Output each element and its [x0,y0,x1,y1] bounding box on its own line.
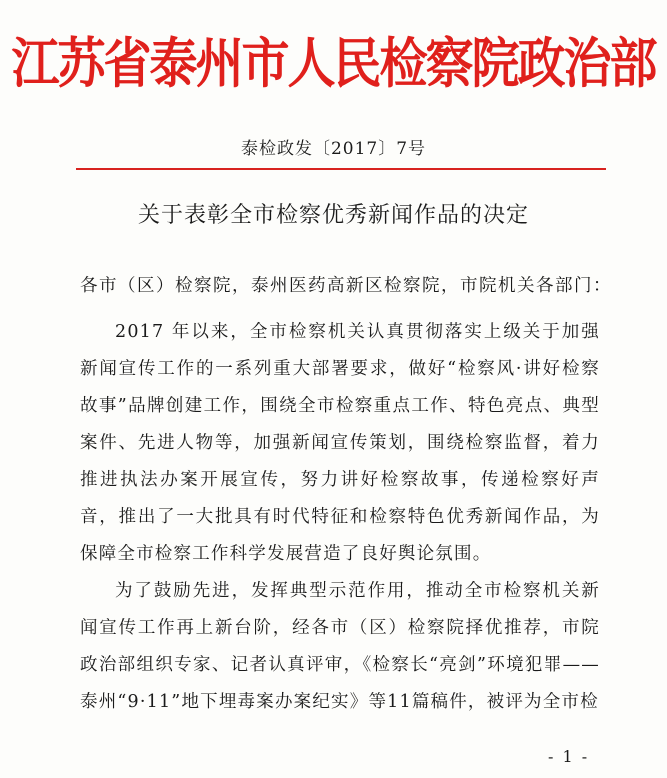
document-number: 泰检政发〔2017〕7号 [240,139,427,159]
body-paragraph: 2017 年以来，全市检察机关认真贯彻落实上级关于加强新闻宣传工作的一系列重大部署要求，做好“检察风·讲好检察故事”品牌创建工作，围绕全市检察重点工作、特色亮点、典型案件、先进人物等，加强新闻宣传策划，围绕检察监督，着力推进执法办案开展宣传，努力讲好检察故事，传递检察好声音，推出了一大批具有时代特征和检察特色优秀新闻作品，为保障全市检察工作科学发展营造了良好舆论氛围。 [80,322,600,564]
red-divider-line [76,168,606,170]
body-paragraph: 为了鼓励先进，发挥典型示范作用，推动全市检察机关新闻宣传工作再上新台阶，经各市（区）检察院择优推荐，市院政治部组织专家、记者认真评审，《检察长“亮剑”环境犯罪——泰州“9·11”地下埋毒案办案纪实》等11篇稿件，被评为全市检 [80,581,600,712]
organization-header: 江苏省泰州市人民检察院政治部 [11,32,656,96]
page-number: - 1 - [548,747,590,766]
salutation: 各市（区）检察院，泰州医药高新区检察院，市院机关各部门： [80,276,612,296]
document-title: 关于表彰全市检察优秀新闻作品的决定 [137,203,529,228]
